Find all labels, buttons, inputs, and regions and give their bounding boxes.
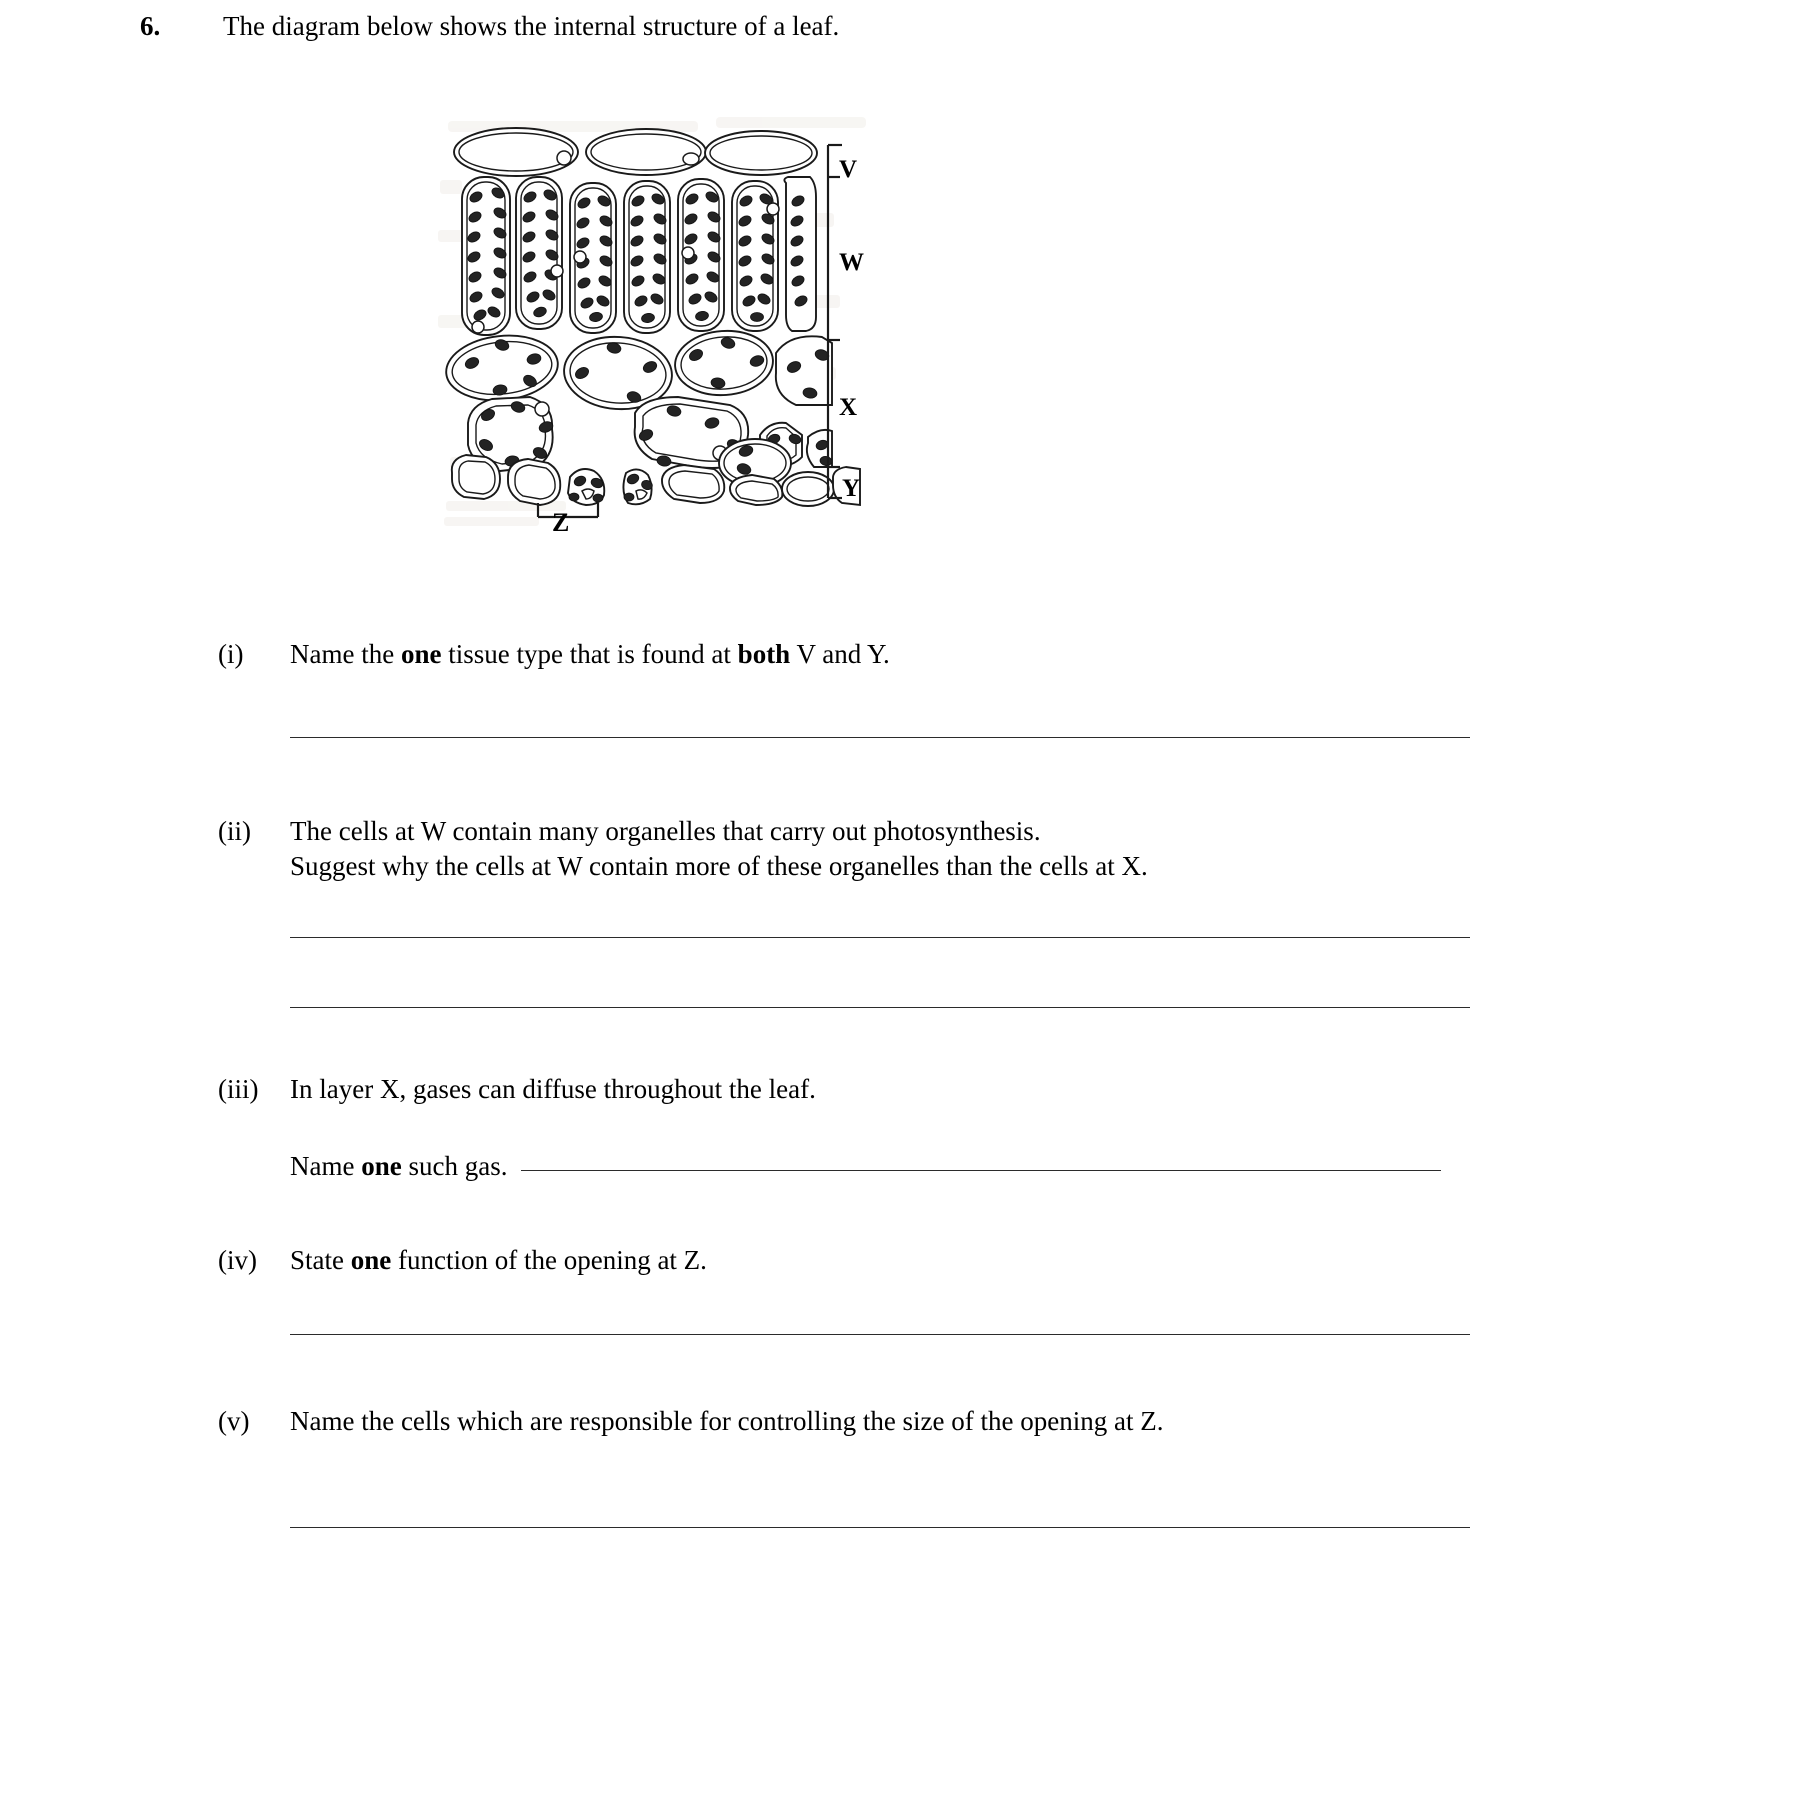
- part-i-text-c: V and Y.: [790, 639, 890, 669]
- palisade-mesophyll-cells: [462, 177, 816, 335]
- part-iv-text-a: State: [290, 1245, 351, 1275]
- diagram-label-v: V: [839, 156, 858, 183]
- part-i-bold-both: both: [737, 639, 791, 669]
- part-iii-bold-one: one: [361, 1151, 402, 1182]
- sub-question-ii-text: [290, 814, 1618, 884]
- sub-question-i-text: [290, 637, 1518, 672]
- answer-line-v-1[interactable]: [290, 1527, 1470, 1528]
- answer-line-iii-inline[interactable]: [521, 1170, 1441, 1171]
- question-header: [140, 10, 1540, 44]
- sub-question-i-marker: (i): [218, 639, 244, 669]
- sub-question-iv: [218, 1243, 1518, 1278]
- part-ii-line-1: The cells at W contain many organelles that carry out photosynthesis.: [290, 816, 1041, 846]
- sub-question-iv-text: [290, 1243, 1518, 1278]
- part-iii-text-b: such gas.: [401, 1151, 508, 1182]
- diagram-label-x: X: [839, 394, 858, 421]
- answer-line-iv-1[interactable]: [290, 1334, 1470, 1335]
- diagram-label-z: Z: [552, 508, 570, 537]
- part-iv-bold-one: one: [350, 1245, 392, 1275]
- part-iii-text-a: Name: [290, 1151, 362, 1182]
- sub-question-v-marker: (v): [218, 1406, 250, 1436]
- sub-question-v-text: Name the cells which are responsible for controlling the size of the opening at Z.: [290, 1406, 1164, 1436]
- part-i-bold-one: one: [400, 639, 442, 669]
- answer-line-ii-1[interactable]: [290, 937, 1470, 938]
- sub-question-v: [218, 1404, 1618, 1439]
- part-i-text-b: tissue type that is found at: [441, 639, 738, 669]
- sub-question-iii-text: [290, 1072, 1558, 1184]
- diagram-label-w: W: [839, 249, 864, 276]
- leaf-cross-section-illustration: [430, 105, 1070, 560]
- sub-question-ii-marker: (ii): [218, 816, 251, 846]
- question-number: 6.: [140, 11, 161, 41]
- sub-question-ii: [218, 814, 1618, 884]
- part-ii-line-2: Suggest why the cells at W contain more of these organelles than the cells at X.: [290, 851, 1148, 882]
- part-iii-line-2: [290, 1149, 1558, 1184]
- sub-question-iii-marker: (iii): [218, 1074, 259, 1104]
- sub-question-iv-marker: (iv): [218, 1245, 257, 1275]
- diagram-label-y: Y: [842, 475, 861, 502]
- part-iii-line-1: In layer X, gases can diffuse throughout the leaf.: [290, 1074, 816, 1104]
- answer-line-ii-2[interactable]: [290, 1007, 1470, 1008]
- question-stem: The diagram below shows the internal structure of a leaf.: [223, 11, 840, 41]
- answer-line-i-1[interactable]: [290, 737, 1470, 738]
- sub-question-i: [218, 637, 1518, 672]
- part-i-text-a: Name the: [290, 639, 401, 669]
- leaf-diagram: [430, 105, 1070, 560]
- sub-question-iii: [218, 1072, 1558, 1184]
- upper-epidermis-cells: [454, 128, 817, 176]
- part-iv-text-b: function of the opening at Z.: [391, 1245, 707, 1275]
